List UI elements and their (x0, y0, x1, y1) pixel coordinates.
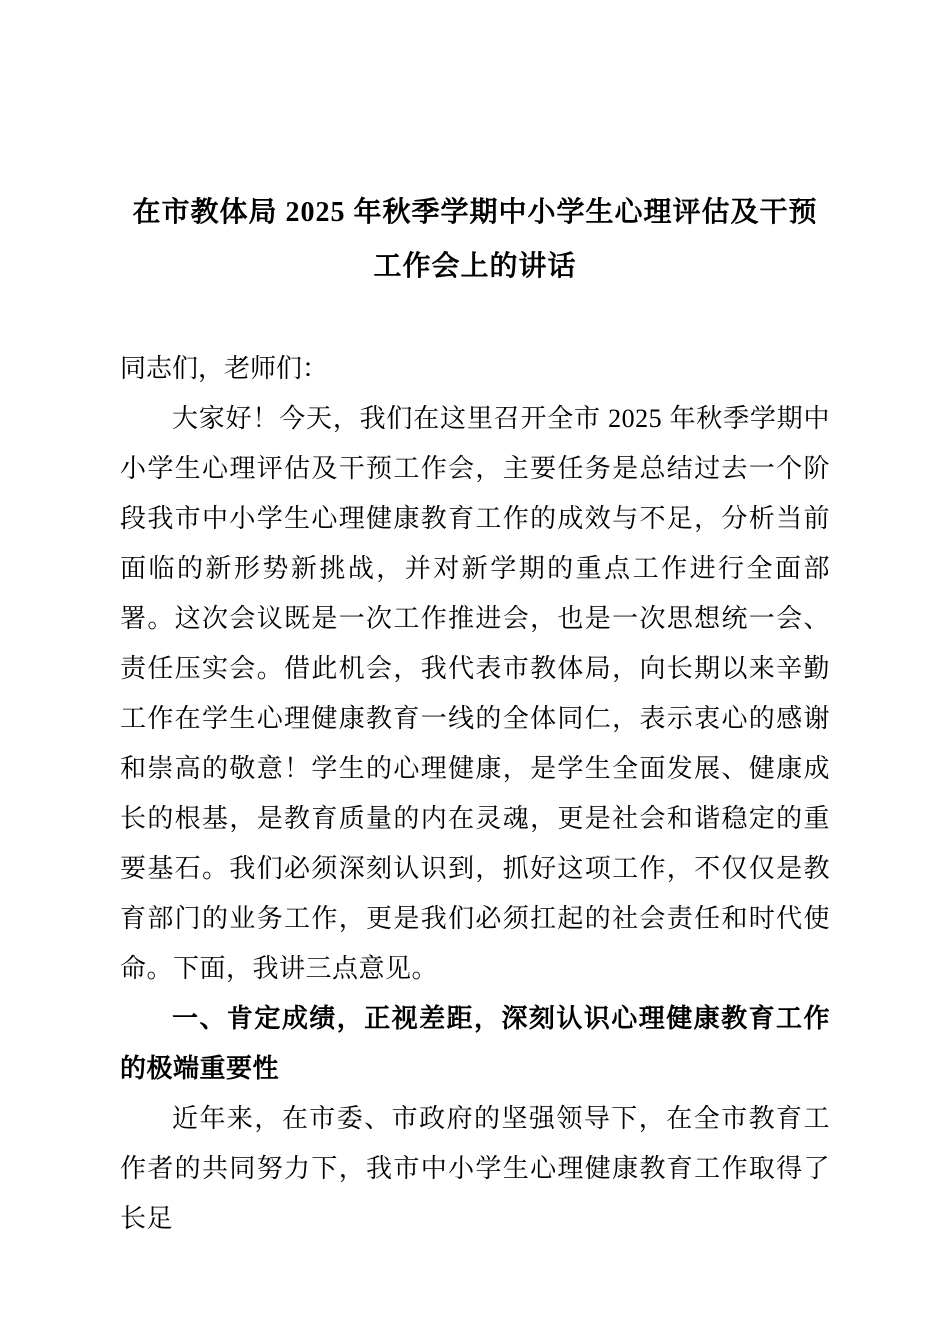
section-heading-1: 一、肯定成绩，正视差距，深刻认识心理健康教育工作的极端重要性 (120, 1004, 830, 1083)
title-line-2: 工作会上的讲话 (373, 251, 577, 282)
salutation-line: 同志们，老师们： (120, 354, 329, 383)
body-paragraph-2: 近年来，在市委、市政府的坚强领导下，在全市教育工作者的共同努力下，我市中小学生心理健康教育工作取得了长足 (120, 1104, 830, 1233)
document-title (120, 186, 830, 294)
body-paragraph-1: 大家好！今天，我们在这里召开全市 2025 年秋季学期中小学生心理评估及干预工作会，主要任务是总结过去一个阶段我市中小学生心理健康教育工作的成效与不足，分析当前面临的新形势新挑战，并对新学期的重点工作进行全面部署。这次会议既是一次工作推进会，也是一次思想统一会、责任压实会。借此机会，我代表市教体局，向长期以来辛勤工作在学生心理健康教育一线的全体同仁，表示衷心的感谢和崇高的敬意！学生的心理健康，是学生全面发展、健康成长的根基，是教育质量的内在灵魂，更是社会和谐稳定的重要基石。我们必须深刻认识到，抓好这项工作，不仅仅是教育部门的业务工作，更是我们必须扛起的社会责任和时代使命。下面，我讲三点意见。 (120, 404, 830, 983)
title-line-1: 在市教体局 2025 年秋季学期中小学生心理评估及干预 (132, 197, 818, 228)
